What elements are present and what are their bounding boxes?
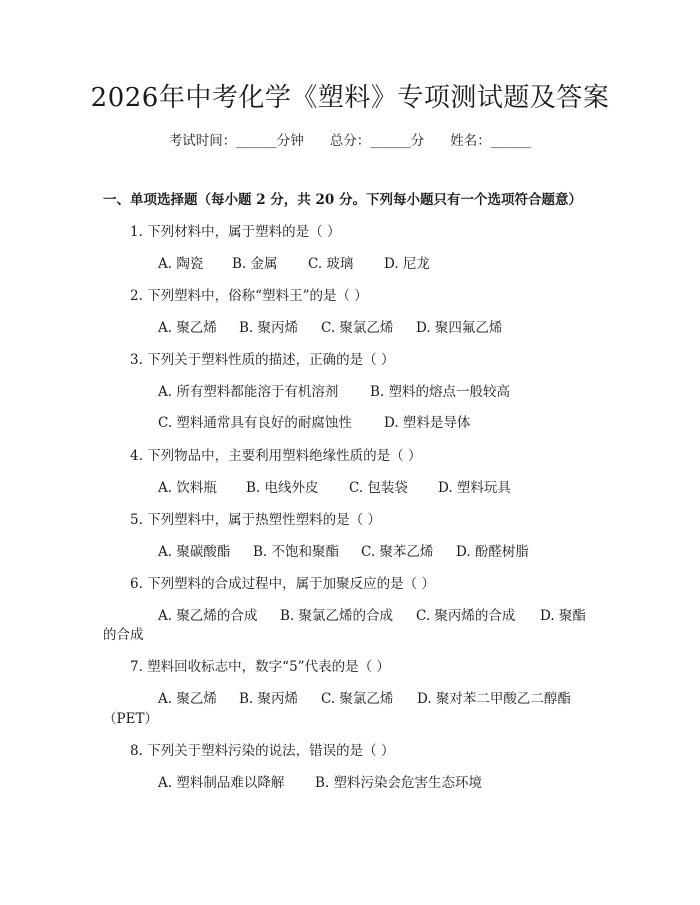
options-row: [158, 382, 510, 402]
option-continuation: （PET）: [103, 711, 158, 727]
option: B. 金属: [232, 256, 278, 272]
options-row: [158, 318, 502, 338]
option: D. 塑料玩具: [438, 480, 511, 496]
option: A. 塑料制品难以降解: [158, 775, 285, 791]
option: B. 聚氯乙烯的合成: [280, 608, 394, 624]
student-name-field: 姓名：______: [450, 133, 532, 149]
option: D. 聚对苯二甲酸乙二醇酯: [417, 691, 571, 707]
total-score-field: 总分：______分: [329, 133, 425, 149]
option: A. 所有塑料都能溶于有机溶剂: [158, 384, 339, 400]
options-row: [158, 606, 586, 626]
option: D. 聚四氟乙烯: [416, 320, 503, 336]
option: B. 不饱和聚酯: [253, 544, 340, 560]
question-stem: 7. 塑料回收标志中，数字“5”代表的是（ ）: [130, 659, 390, 675]
option: C. 塑料通常具有良好的耐腐蚀性: [158, 415, 352, 431]
option: D. 酚醛树脂: [456, 544, 529, 560]
option: C. 聚苯乙烯: [361, 544, 434, 560]
option: C. 聚氯乙烯: [321, 691, 394, 707]
option: D. 塑料是导体: [384, 415, 471, 431]
option: A. 聚碳酸酯: [158, 544, 231, 560]
question-stem: 2. 下列塑料中，俗称“塑料王”的是（ ）: [130, 288, 368, 304]
option: C. 玻璃: [308, 256, 354, 272]
option: B. 塑料的熔点一般较高: [370, 384, 511, 400]
option: C. 聚氯乙烯: [321, 320, 394, 336]
option: C. 聚丙烯的合成: [416, 608, 516, 624]
options-row: [158, 478, 511, 498]
question-stem: 5. 下列塑料中，属于热塑性塑料的是（ ）: [130, 512, 381, 528]
options-row: [158, 773, 482, 793]
option: A. 聚乙烯: [158, 320, 217, 336]
question-stem: 4. 下列物品中，主要利用塑料绝缘性质的是（ ）: [130, 448, 422, 464]
question-stem: 1. 下列材料中，属于塑料的是（ ）: [130, 224, 341, 240]
exam-time-field: 考试时间：______分钟: [168, 133, 304, 149]
options-row: [158, 542, 529, 562]
section-heading: 一、单项选择题（每小题 2 分，共 20 分。下列每小题只有一个选项符合题意）: [103, 192, 582, 208]
options-row: [158, 413, 470, 433]
page-title: 2026年中考化学《塑料》专项测试题及答案: [90, 83, 610, 113]
option: A. 饮料瓶: [158, 480, 217, 496]
option: A. 陶瓷: [158, 256, 204, 272]
options-row: [158, 254, 430, 274]
option: A. 聚乙烯的合成: [158, 608, 258, 624]
option: A. 聚乙烯: [158, 691, 217, 707]
option: C. 包装袋: [349, 480, 408, 496]
option: B. 塑料污染会危害生态环境: [315, 775, 483, 791]
option: B. 聚丙烯: [239, 320, 299, 336]
option: B. 电线外皮: [246, 480, 319, 496]
option: D. 聚酯: [540, 608, 586, 624]
question-stem: 6. 下列塑料的合成过程中，属于加聚反应的是（ ）: [130, 576, 435, 592]
option: D. 尼龙: [384, 256, 430, 272]
question-stem: 3. 下列关于塑料性质的描述，正确的是（ ）: [130, 352, 395, 368]
exam-info-line: [0, 131, 700, 151]
question-stem: 8. 下列关于塑料污染的说法，错误的是（ ）: [130, 743, 395, 759]
options-row: [158, 689, 571, 709]
option: B. 聚丙烯: [239, 691, 299, 707]
option-continuation: 的合成: [103, 627, 144, 643]
